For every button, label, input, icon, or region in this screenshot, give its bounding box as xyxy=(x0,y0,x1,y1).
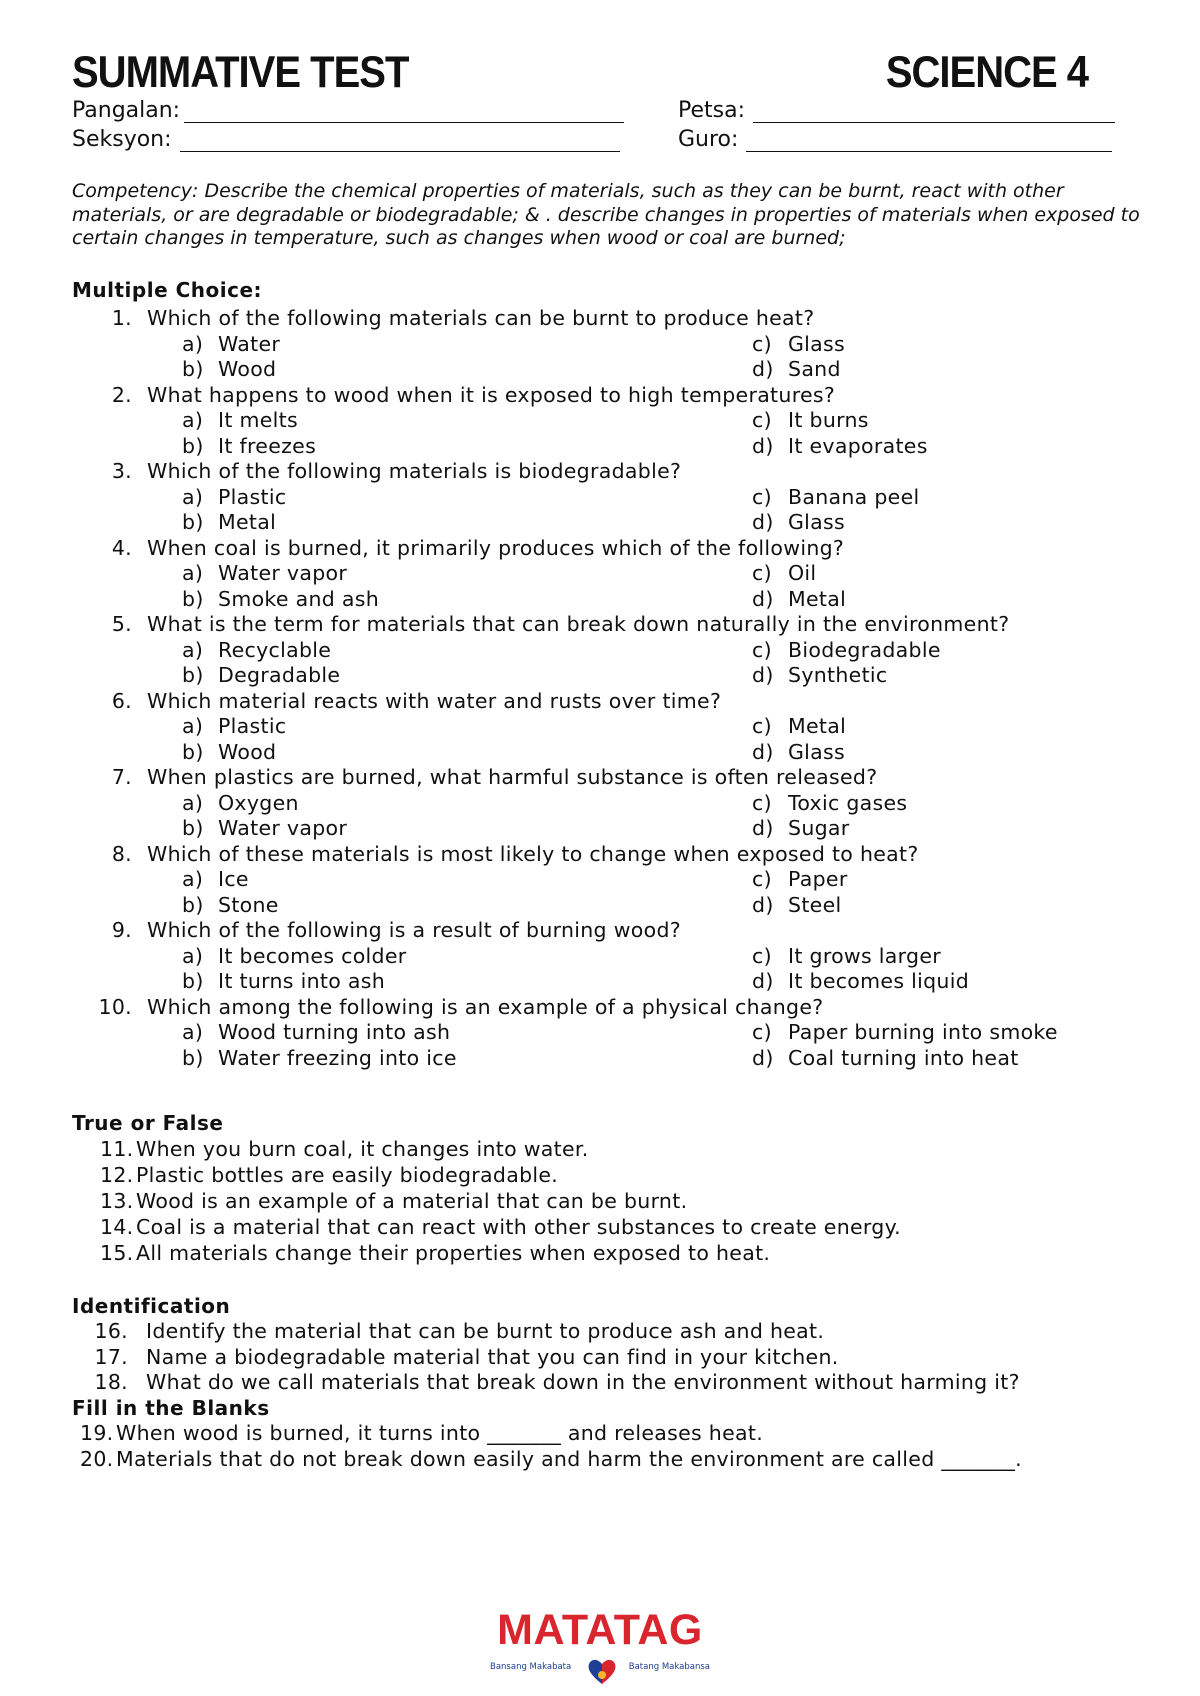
option-row xyxy=(72,969,1132,995)
answer-option-b xyxy=(182,893,279,919)
fill-blanks-list xyxy=(72,1420,1152,1472)
section-line[interactable] xyxy=(180,129,620,152)
option-letter: d) xyxy=(752,892,774,917)
answer-option-d xyxy=(752,893,841,919)
question-item xyxy=(72,612,1132,638)
option-row xyxy=(72,944,1132,970)
section-field[interactable] xyxy=(72,127,620,152)
option-text: It evaporates xyxy=(788,433,928,458)
option-letter: b) xyxy=(182,816,204,840)
answer-option-b xyxy=(182,587,379,613)
option-row xyxy=(72,791,1132,817)
question-number: 6. xyxy=(111,688,132,713)
option-letter: d) xyxy=(752,510,774,534)
option-row xyxy=(72,740,1132,766)
option-letter: d) xyxy=(752,433,774,458)
question-text: Which material reacts with water and rusts over time? xyxy=(147,688,722,713)
option-letter: c) xyxy=(752,790,772,815)
answer-option-d xyxy=(752,1046,1019,1072)
option-text: Plastic xyxy=(218,714,287,738)
answer-option-c xyxy=(752,332,845,358)
heart-hands-icon xyxy=(586,1656,618,1686)
option-row xyxy=(72,714,1132,740)
option-text: It melts xyxy=(218,408,298,432)
item-number: 13. xyxy=(100,1189,134,1213)
option-letter: c) xyxy=(752,408,772,432)
question-text: What is the term for materials that can break down naturally in the environment? xyxy=(147,612,1010,636)
section-title-true-false: True or False xyxy=(72,1111,224,1135)
section-title-multiple-choice: Multiple Choice: xyxy=(72,278,263,302)
answer-option-d xyxy=(752,663,887,689)
question-number: 4. xyxy=(111,535,132,560)
option-text: It grows larger xyxy=(788,943,941,968)
answer-option-c xyxy=(752,408,869,434)
answer-option-c xyxy=(752,1020,1058,1046)
answer-option-d xyxy=(752,357,841,383)
option-text: Synthetic xyxy=(788,663,888,687)
item-text: Coal is a material that can react with other substances to create energy. xyxy=(136,1215,901,1239)
question-number: 10. xyxy=(98,994,132,1019)
option-text: Coal turning into heat xyxy=(788,1045,1019,1070)
option-text: It burns xyxy=(788,408,869,432)
question-item xyxy=(72,842,1132,868)
header xyxy=(72,48,1088,98)
answer-option-b xyxy=(182,510,276,536)
name-label: Pangalan: xyxy=(72,98,181,123)
answer-option-a xyxy=(182,791,299,817)
option-row xyxy=(72,1046,1132,1072)
option-letter: a) xyxy=(182,790,204,815)
option-letter: a) xyxy=(182,637,204,662)
option-text: Banana peel xyxy=(788,484,920,509)
option-text: Oil xyxy=(788,561,817,585)
option-row xyxy=(72,816,1132,842)
question-text: Which of the following materials is biodegradable? xyxy=(147,459,682,483)
answer-option-b xyxy=(182,663,340,689)
true-false-section xyxy=(72,1110,1132,1266)
question-number: 9. xyxy=(111,918,132,942)
answer-option-b xyxy=(182,1046,457,1072)
option-text: Water vapor xyxy=(218,816,348,840)
question-text: Which of the following is a result of burning wood? xyxy=(147,918,681,942)
question-text: Which of these materials is most likely to change when exposed to heat? xyxy=(147,841,919,866)
question-text: What happens to wood when it is exposed to high temperatures? xyxy=(147,382,836,407)
option-letter: d) xyxy=(752,1045,774,1070)
option-letter: b) xyxy=(182,663,204,687)
option-letter: a) xyxy=(182,943,204,968)
identification-item xyxy=(72,1345,1152,1371)
option-row xyxy=(72,1020,1132,1046)
option-letter: d) xyxy=(752,663,774,687)
item-number: 19. xyxy=(80,1420,114,1445)
item-number: 15. xyxy=(100,1241,134,1265)
option-row xyxy=(72,663,1132,689)
true-false-item xyxy=(72,1240,1132,1266)
option-letter: a) xyxy=(182,331,204,356)
question-list xyxy=(72,306,1132,1071)
option-text: Glass xyxy=(788,331,846,356)
item-number: 20. xyxy=(80,1446,114,1471)
option-letter: c) xyxy=(752,714,772,738)
competency-text: Competency: Describe the chemical properties of materials, such as they can be burnt, react with other materials, or are degradable or biodegradable; & . describe changes in properties of materials when exposed to certain changes in temperature, such as changes when wood or coal are burned; xyxy=(72,180,1140,249)
matatag-logo xyxy=(484,1606,716,1688)
option-text: It becomes colder xyxy=(218,943,407,968)
option-row xyxy=(72,408,1132,434)
option-row xyxy=(72,332,1132,358)
question-text: Which among the following is an example of a physical change? xyxy=(147,994,824,1019)
test-title: SUMMATIVE TEST xyxy=(72,48,409,98)
option-letter: a) xyxy=(182,714,204,738)
question-number: 8. xyxy=(111,841,132,866)
answer-option-c xyxy=(752,867,848,893)
name-field[interactable] xyxy=(72,98,624,123)
answer-option-b xyxy=(182,740,276,766)
option-text: Wood xyxy=(218,357,277,381)
section-title-fill-blanks: Fill in the Blanks xyxy=(72,1395,270,1420)
item-number: 16. xyxy=(94,1319,128,1343)
answer-option-d xyxy=(752,740,845,766)
option-text: Glass xyxy=(788,739,846,764)
fill-blank-item xyxy=(72,1446,1152,1472)
question-item xyxy=(72,536,1132,562)
option-letter: c) xyxy=(752,1020,772,1044)
option-letter: b) xyxy=(182,357,204,381)
identification-item xyxy=(72,1319,1152,1345)
answer-option-c xyxy=(752,638,941,664)
date-field[interactable] xyxy=(678,98,1115,123)
question-item xyxy=(72,765,1132,791)
answer-option-d xyxy=(752,510,845,536)
section-title-identification: Identification xyxy=(72,1294,231,1318)
option-letter: d) xyxy=(752,739,774,764)
option-row xyxy=(72,485,1132,511)
option-text: Sugar xyxy=(788,816,850,840)
option-letter: d) xyxy=(752,357,774,381)
option-row xyxy=(72,357,1132,383)
option-letter: b) xyxy=(182,892,204,917)
option-row xyxy=(72,893,1132,919)
name-line[interactable] xyxy=(184,100,624,123)
option-text: Smoke and ash xyxy=(218,586,380,611)
section-label: Seksyon: xyxy=(72,127,172,152)
identification-item xyxy=(72,1370,1152,1396)
item-text: Name a biodegradable material that you can find in your kitchen. xyxy=(146,1344,839,1369)
question-text: Which of the following materials can be burnt to produce heat? xyxy=(147,306,815,330)
answer-option-b xyxy=(182,969,385,995)
option-text: Paper xyxy=(788,867,848,891)
teacher-label: Guro: xyxy=(678,127,739,152)
answer-option-b xyxy=(182,357,276,383)
answer-option-a xyxy=(182,332,280,358)
true-false-item xyxy=(72,1136,1132,1162)
answer-option-a xyxy=(182,408,298,434)
option-text: Water xyxy=(218,331,281,356)
option-letter: c) xyxy=(752,867,772,891)
option-text: Glass xyxy=(788,510,846,534)
item-text: Plastic bottles are easily biodegradable. xyxy=(136,1163,559,1187)
answer-option-a xyxy=(182,1020,450,1046)
option-letter: b) xyxy=(182,510,204,534)
option-letter: c) xyxy=(752,484,772,509)
answer-option-d xyxy=(752,816,850,842)
option-letter: d) xyxy=(752,969,774,993)
answer-option-d xyxy=(752,969,969,995)
option-row xyxy=(72,510,1132,536)
question-number: 1. xyxy=(111,306,132,330)
option-text: Metal xyxy=(788,586,847,611)
option-letter: c) xyxy=(752,637,772,662)
answer-option-a xyxy=(182,867,249,893)
question-number: 3. xyxy=(111,459,132,483)
option-text: Water freezing into ice xyxy=(218,1045,457,1070)
item-text: Wood is an example of a material that can be burnt. xyxy=(136,1189,688,1213)
true-false-item xyxy=(72,1162,1132,1188)
question-text: When coal is burned, it primarily produces which of the following? xyxy=(147,535,845,560)
item-text: All materials change their properties when exposed to heat. xyxy=(136,1241,771,1265)
question-item xyxy=(72,995,1132,1021)
option-text: Toxic gases xyxy=(788,790,908,815)
question-number: 7. xyxy=(111,765,132,789)
item-number: 17. xyxy=(94,1344,128,1369)
option-text: Oxygen xyxy=(218,790,299,815)
option-letter: b) xyxy=(182,969,204,993)
option-text: It becomes liquid xyxy=(788,969,970,993)
option-text: Recyclable xyxy=(218,637,332,662)
question-item xyxy=(72,459,1132,485)
option-letter: a) xyxy=(182,484,204,509)
item-text: What do we call materials that break down in the environment without harming it? xyxy=(146,1370,1020,1394)
option-text: Biodegradable xyxy=(788,637,941,662)
fill-blank-item xyxy=(72,1420,1152,1446)
option-text: Sand xyxy=(788,357,841,381)
option-letter: c) xyxy=(752,331,772,356)
option-letter: a) xyxy=(182,561,204,585)
question-text: When plastics are burned, what harmful substance is often released? xyxy=(147,765,878,789)
option-text: It freezes xyxy=(218,433,317,458)
logo-tagline-right: Batang Makabansa xyxy=(628,1662,710,1672)
answer-option-c xyxy=(752,791,907,817)
teacher-field[interactable] xyxy=(678,127,1112,152)
question-item xyxy=(72,918,1132,944)
option-letter: d) xyxy=(752,586,774,611)
question-number: 5. xyxy=(111,612,132,636)
identification-list xyxy=(72,1319,1152,1396)
answer-option-c xyxy=(752,561,816,587)
option-text: Ice xyxy=(218,867,249,891)
option-letter: b) xyxy=(182,433,204,458)
option-letter: a) xyxy=(182,1020,204,1044)
subject-title: SCIENCE 4 xyxy=(885,48,1088,98)
option-text: Paper burning into smoke xyxy=(788,1020,1058,1044)
option-text: Wood xyxy=(218,739,277,764)
answer-option-d xyxy=(752,434,928,460)
question-item xyxy=(72,383,1132,409)
answer-option-c xyxy=(752,944,941,970)
identification-section xyxy=(72,1293,1152,1472)
question-number: 2. xyxy=(111,382,132,407)
true-false-item xyxy=(72,1214,1132,1240)
item-number: 12. xyxy=(100,1163,134,1187)
option-row xyxy=(72,434,1132,460)
option-letter: b) xyxy=(182,1045,204,1070)
option-letter: d) xyxy=(752,816,774,840)
option-row xyxy=(72,867,1132,893)
date-label: Petsa: xyxy=(678,98,745,123)
teacher-line[interactable] xyxy=(746,129,1112,152)
answer-option-a xyxy=(182,638,331,664)
item-number: 11. xyxy=(100,1137,134,1161)
multiple-choice-section xyxy=(72,278,1132,1071)
answer-option-c xyxy=(752,485,920,511)
option-letter: b) xyxy=(182,739,204,764)
option-text: Steel xyxy=(788,892,842,917)
answer-option-b xyxy=(182,816,347,842)
item-number: 18. xyxy=(94,1370,128,1394)
answer-option-a xyxy=(182,714,286,740)
logo-wordmark: MATATAG xyxy=(497,1606,703,1654)
item-number: 14. xyxy=(100,1215,134,1239)
item-text: Identify the material that can be burnt to produce ash and heat. xyxy=(146,1319,825,1343)
option-text: Water vapor xyxy=(218,561,348,585)
option-letter: b) xyxy=(182,586,204,611)
item-text: When wood is burned, it turns into _______ and releases heat. xyxy=(116,1420,764,1445)
option-text: Metal xyxy=(788,714,847,738)
item-text: When you burn coal, it changes into water. xyxy=(136,1137,589,1161)
option-row xyxy=(72,561,1132,587)
option-letter: c) xyxy=(752,561,772,585)
true-false-list xyxy=(72,1136,1132,1266)
student-info-fields xyxy=(72,98,1120,156)
answer-option-a xyxy=(182,561,347,587)
option-text: Stone xyxy=(218,892,279,917)
option-letter: c) xyxy=(752,943,772,968)
answer-option-a xyxy=(182,944,406,970)
option-text: Plastic xyxy=(218,484,287,509)
option-row xyxy=(72,638,1132,664)
question-item xyxy=(72,689,1132,715)
question-item xyxy=(72,306,1132,332)
option-row xyxy=(72,587,1132,613)
answer-option-b xyxy=(182,434,316,460)
answer-option-a xyxy=(182,485,286,511)
option-letter: a) xyxy=(182,867,204,891)
option-text: It turns into ash xyxy=(218,969,386,993)
option-text: Degradable xyxy=(218,663,341,687)
item-text: Materials that do not break down easily and harm the environment are called _______. xyxy=(116,1446,1022,1471)
logo-tagline-left: Bansang Makabata xyxy=(490,1662,572,1672)
true-false-item xyxy=(72,1188,1132,1214)
option-text: Metal xyxy=(218,510,277,534)
option-letter: a) xyxy=(182,408,204,432)
option-text: Wood turning into ash xyxy=(218,1020,451,1044)
answer-option-d xyxy=(752,587,846,613)
date-line[interactable] xyxy=(753,100,1115,123)
answer-option-c xyxy=(752,714,846,740)
